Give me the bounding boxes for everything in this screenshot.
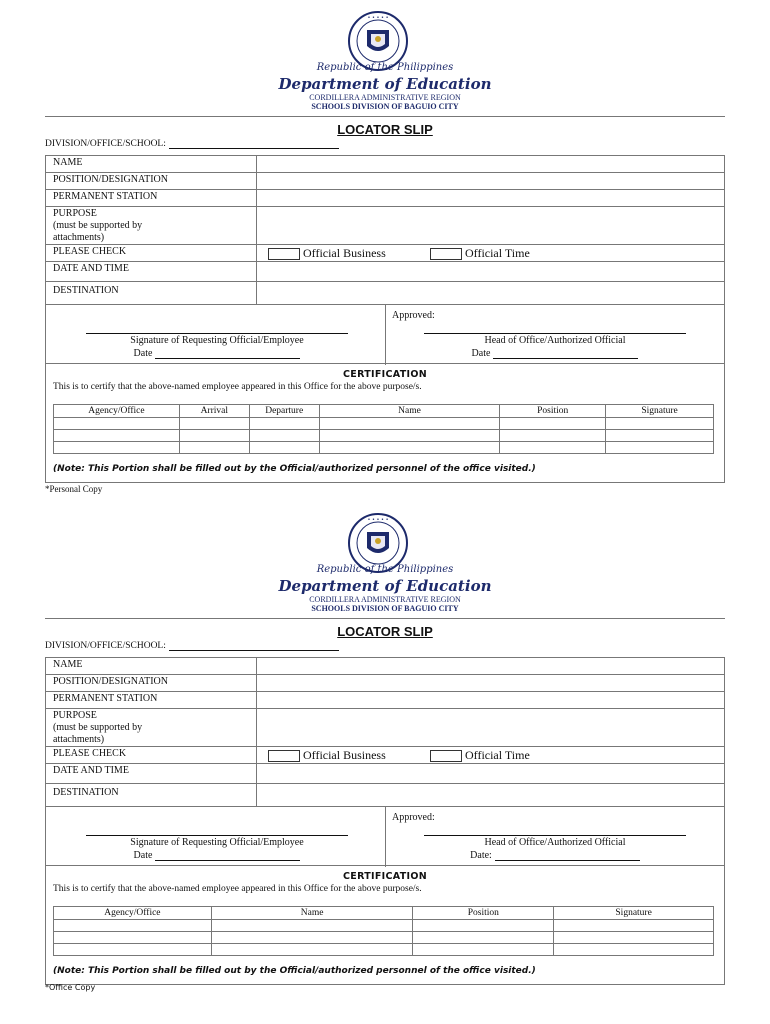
header-divider — [45, 116, 725, 117]
note-text: (Note: This Portion shall be filled out by the Official/authorized personnel of the office visited.) — [53, 464, 536, 474]
name-row[interactable] — [46, 658, 724, 675]
destination-row[interactable] — [46, 784, 724, 806]
region-text: CORDILLERA ADMINISTRATIVE REGION — [309, 93, 461, 102]
svg-text:• • • • •: • • • • • — [367, 15, 389, 21]
col-departure: Departure — [249, 405, 319, 418]
station-row[interactable] — [46, 692, 724, 709]
position-label: POSITION/DESIGNATION — [53, 174, 168, 185]
division-office-school-line — [45, 641, 339, 651]
certification-title: CERTIFICATION — [343, 369, 427, 380]
position-row[interactable] — [46, 675, 724, 692]
head-signature-line[interactable] — [424, 835, 686, 836]
slip-title: LOCATOR SLIP — [337, 122, 433, 137]
col-signature: Signature — [606, 405, 714, 418]
requesting-date — [86, 850, 348, 861]
col-name: Name — [211, 907, 413, 920]
official-time-checkbox[interactable] — [430, 750, 462, 762]
head-of-office-label: Head of Office/Authorized Official — [484, 837, 626, 848]
purpose-label-line1: PURPOSE — [53, 208, 97, 219]
division-text: SCHOOLS DIVISION OF BAGUIO CITY — [311, 102, 459, 111]
head-date-field[interactable] — [495, 852, 640, 861]
date-time-row[interactable] — [46, 764, 724, 784]
official-time-checkbox[interactable] — [430, 248, 462, 260]
col-arrival: Arrival — [179, 405, 249, 418]
official-time-label: Official Time — [465, 246, 530, 260]
division-text: SCHOOLS DIVISION OF BAGUIO CITY — [311, 604, 459, 613]
table-row[interactable] — [54, 430, 714, 442]
head-date — [424, 348, 686, 359]
col-name: Name — [319, 405, 500, 418]
official-business-label: Official Business — [303, 748, 386, 762]
purpose-label-line2: (must be supported by — [53, 722, 143, 733]
station-label: PERMANENT STATION — [53, 191, 158, 202]
purpose-label-line1: PURPOSE — [53, 710, 97, 721]
name-label: NAME — [53, 659, 83, 670]
destination-label: DESTINATION — [53, 285, 119, 296]
date-time-row[interactable] — [46, 262, 724, 282]
approved-label: Approved: — [392, 812, 435, 823]
purpose-label — [53, 710, 142, 746]
position-label: POSITION/DESIGNATION — [53, 676, 168, 687]
official-business-checkbox[interactable] — [268, 750, 300, 762]
region-text: CORDILLERA ADMINISTRATIVE REGION — [309, 595, 461, 604]
table-row[interactable] — [54, 944, 714, 956]
division-office-school-field[interactable] — [169, 140, 339, 149]
head-date-label: Date: — [470, 850, 492, 861]
requesting-signature-label: Signature of Requesting Official/Employee — [130, 837, 304, 848]
signature-area — [46, 304, 724, 364]
requesting-date-field[interactable] — [155, 350, 300, 359]
col-signature: Signature — [554, 907, 714, 920]
name-label: NAME — [53, 157, 83, 168]
requesting-signature-line[interactable] — [86, 835, 348, 836]
please-check-row — [46, 245, 724, 262]
svg-text:• • • • •: • • • • • — [367, 517, 389, 523]
please-check-row — [46, 747, 724, 764]
head-date — [424, 850, 686, 861]
certification-body: This is to certify that the above-named employee appeared in this Office for the above purpose/s. — [53, 884, 422, 894]
visits-table — [53, 906, 714, 956]
purpose-label-line2: (must be supported by — [53, 220, 143, 231]
table-row[interactable] — [54, 418, 714, 430]
copy-label: *Personal Copy — [45, 484, 103, 494]
republic-text: Republic of the Philippines — [316, 62, 454, 73]
position-row[interactable] — [46, 173, 724, 190]
approved-label: Approved: — [392, 310, 435, 321]
table-row[interactable] — [54, 920, 714, 932]
certification-body: This is to certify that the above-named employee appeared in this Office for the above purpose/s. — [53, 382, 422, 392]
purpose-row[interactable] — [46, 709, 724, 747]
division-office-school-label: DIVISION/OFFICE/SCHOOL: — [45, 139, 166, 149]
signature-area — [46, 806, 724, 866]
table-row[interactable] — [54, 932, 714, 944]
note-text: (Note: This Portion shall be filled out by the Official/authorized personnel of the office visited.) — [53, 966, 536, 976]
division-office-school-label: DIVISION/OFFICE/SCHOOL: — [45, 641, 166, 651]
date-time-label: DATE AND TIME — [53, 765, 129, 776]
official-time-label: Official Time — [465, 748, 530, 762]
slip-form — [45, 155, 725, 483]
department-text: Department of Education — [278, 577, 492, 595]
station-label: PERMANENT STATION — [53, 693, 158, 704]
head-date-field[interactable] — [493, 350, 638, 359]
col-agency-office: Agency/Office — [54, 405, 180, 418]
head-date-label: Date — [471, 348, 491, 359]
please-check-label: PLEASE CHECK — [53, 246, 127, 257]
station-row[interactable] — [46, 190, 724, 207]
requesting-date — [86, 348, 348, 359]
purpose-row[interactable] — [46, 207, 724, 245]
department-text: Department of Education — [278, 75, 492, 93]
date-time-label: DATE AND TIME — [53, 263, 129, 274]
requesting-signature-line[interactable] — [86, 333, 348, 334]
purpose-label-line3: attachments) — [53, 734, 105, 745]
destination-label: DESTINATION — [53, 787, 119, 798]
col-position: Position — [500, 405, 606, 418]
col-position: Position — [413, 907, 554, 920]
certification-title: CERTIFICATION — [343, 871, 427, 882]
official-business-label: Official Business — [303, 246, 386, 260]
destination-row[interactable] — [46, 282, 724, 304]
signature-divider — [385, 305, 386, 365]
republic-text: Republic of the Philippines — [316, 564, 454, 575]
please-check-label: PLEASE CHECK — [53, 748, 127, 759]
slip-form — [45, 657, 725, 985]
head-signature-line[interactable] — [424, 333, 686, 334]
visits-table — [53, 404, 714, 454]
purpose-label-line3: attachments) — [53, 232, 105, 243]
official-business-checkbox[interactable] — [268, 248, 300, 260]
header-divider — [45, 618, 725, 619]
table-row[interactable] — [54, 442, 714, 454]
slip-title: LOCATOR SLIP — [337, 624, 433, 639]
division-office-school-line — [45, 139, 339, 149]
requesting-signature-label: Signature of Requesting Official/Employee — [130, 335, 304, 346]
requesting-date-label: Date — [133, 348, 153, 359]
purpose-label — [53, 208, 142, 244]
signature-divider — [385, 807, 386, 867]
division-office-school-field[interactable] — [169, 642, 339, 651]
requesting-date-field[interactable] — [155, 852, 300, 861]
requesting-date-label: Date — [133, 850, 153, 861]
head-of-office-label: Head of Office/Authorized Official — [484, 335, 626, 346]
name-row[interactable] — [46, 156, 724, 173]
col-agency-office: Agency/Office — [54, 907, 212, 920]
copy-label: *Office Copy — [45, 983, 96, 992]
